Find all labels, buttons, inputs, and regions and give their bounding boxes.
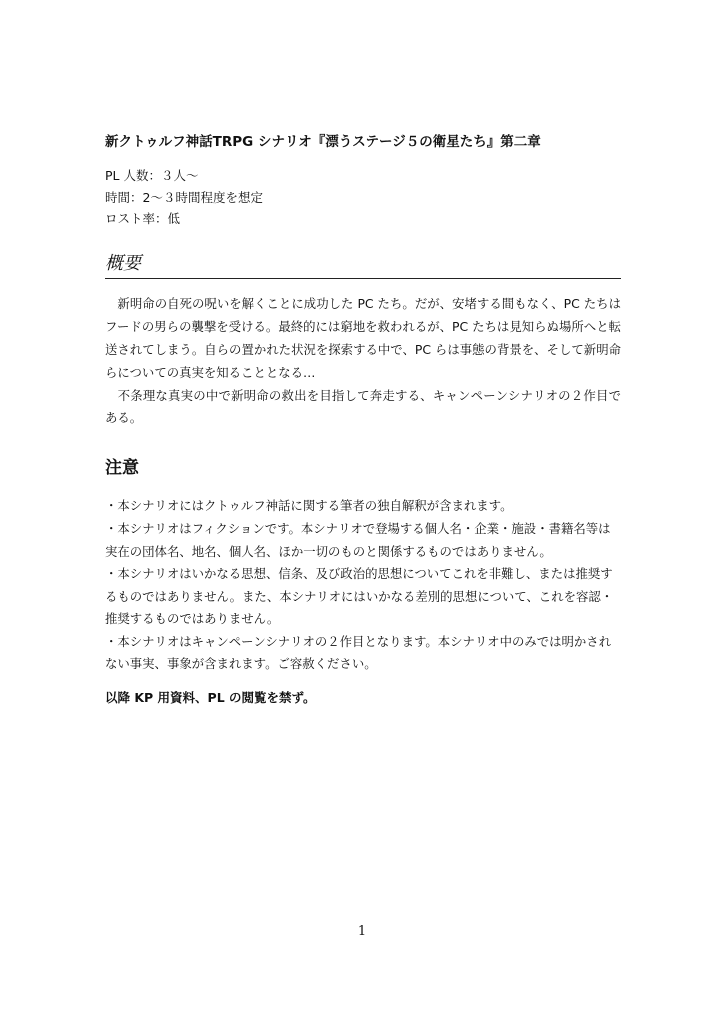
notice-list — [105, 495, 621, 676]
overview-body — [105, 293, 621, 430]
notice-heading: 注意 — [105, 458, 139, 479]
page-number: 1 — [357, 924, 367, 939]
document-title: 新クトゥルフ神話TRPG シナリオ『漂うステージ５の衛星たち』第二章 — [105, 134, 541, 150]
document-page — [105, 132, 621, 708]
overview-paragraph: 不条理な真実の中で新明命の救出を目指して奔走する、キャンペーンシナリオの２作目である。 — [105, 387, 621, 426]
meta-duration: 時間：2～３時間程度を想定 — [105, 189, 263, 205]
scenario-meta — [105, 165, 621, 230]
notice-item: ・本シナリオにはクトゥルフ神話に関する筆者の独自解釈が含まれます。 — [105, 498, 513, 514]
meta-lost-rate: ロスト率：低 — [105, 211, 181, 226]
notice-item: ・本シナリオはフィクションです。本シナリオで登場する個人名・企業・施設・書籍名等は実在の団体名、地名、個人名、ほか一切のものと関係するものではありません。 — [105, 520, 611, 559]
meta-player-count: PL 人数：３人～ — [105, 168, 199, 183]
notice-item: ・本シナリオはいかなる思想、信条、及び政治的思想についてこれを非難し、または推奨するものではありません。また、本シナリオにはいかなる差別的思想について、これを容認・推奨するものではありません。 — [105, 566, 614, 627]
kp-only-warning: 以降 KP 用資料、PL の閲覧を禁ず。 — [105, 690, 316, 706]
notice-item: ・本シナリオはキャンペーンシナリオの２作目となります。本シナリオ中のみでは明かされない事実、事象が含まれます。ご容赦ください。 — [105, 633, 612, 672]
overview-paragraph: 新明命の自死の呪いを解くことに成功した PC たち。だが、安堵する間もなく、PC たちはフードの男らの襲撃を受ける。最終的には窮地を救われるが、PC たちは見知らぬ場所へと転送されてしまう。自らの置かれた状況を探索する中で、PC らは事態の背景を、そして新明命らについての真実を知ることとなる… — [105, 296, 621, 380]
overview-heading: 概要 — [105, 252, 621, 279]
